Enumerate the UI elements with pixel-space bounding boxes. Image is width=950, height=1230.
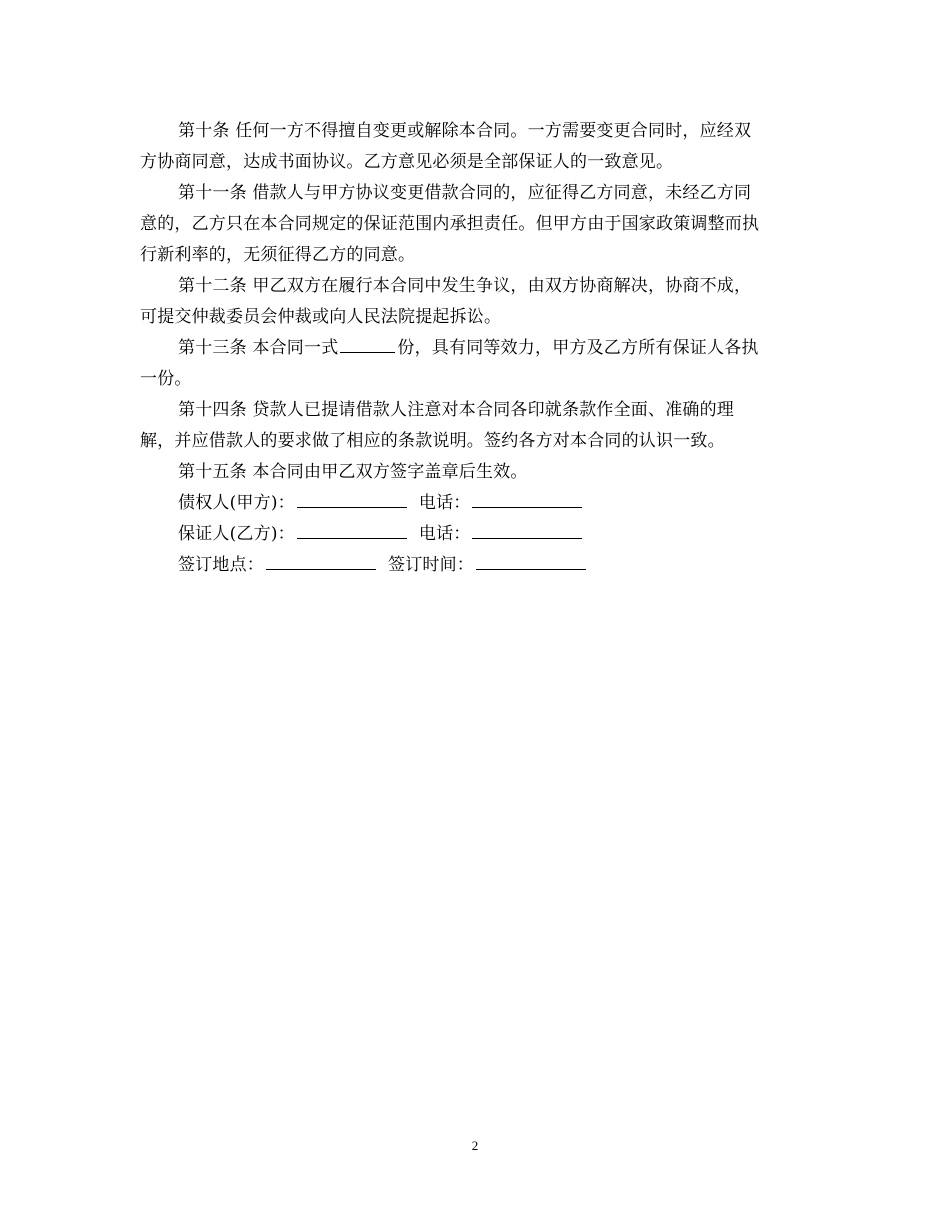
signing-row xyxy=(140,550,812,581)
article-11-line-1: 第十一条 借款人与甲方协议变更借款合同的，应征得乙方同意，未经乙方同 xyxy=(178,183,752,203)
creditor-blank[interactable] xyxy=(297,488,407,508)
guarantor-row xyxy=(140,519,812,550)
article-10 xyxy=(140,116,812,178)
article-14 xyxy=(140,395,812,457)
signature-block xyxy=(140,488,812,581)
article-11-line-2: 意的，乙方只在本合同规定的保证范围内承担责任。但甲方由于国家政策调整而执 xyxy=(140,214,760,234)
article-12-line-2: 可提交仲裁委员会仲裁或向人民法院提起拆讼。 xyxy=(140,307,502,327)
document-body xyxy=(140,116,812,581)
time-label: 签订时间： xyxy=(388,555,474,575)
article-13-text-after: 份，具有同等效力，甲方及乙方所有保证人各执 xyxy=(397,338,759,358)
article-11-line-3: 行新利率的，无须征得乙方的同意。 xyxy=(140,245,416,265)
article-13-text-before: 第十三条 本合同一式 xyxy=(178,338,339,358)
article-12-line-1: 第十二条 甲乙双方在履行本合同中发生争议，由双方协商解决，协商不成， xyxy=(178,276,752,296)
article-11 xyxy=(140,178,812,271)
creditor-row xyxy=(140,488,812,519)
guarantor-phone-blank[interactable] xyxy=(472,519,582,539)
article-14-line-1: 第十四条 贷款人已提请借款人注意对本合同各印就条款作全面、准确的理 xyxy=(178,400,735,420)
place-blank[interactable] xyxy=(266,550,376,570)
article-14-line-2: 解，并应借款人的要求做了相应的条款说明。签约各方对本合同的认识一致。 xyxy=(140,431,725,451)
place-label: 签订地点： xyxy=(178,555,264,575)
article-15 xyxy=(140,457,812,488)
time-blank[interactable] xyxy=(476,550,586,570)
guarantor-blank[interactable] xyxy=(297,519,407,539)
guarantor-label: 保证人(乙方)： xyxy=(178,524,295,544)
creditor-label: 债权人(甲方)： xyxy=(178,493,295,513)
article-12 xyxy=(140,271,812,333)
creditor-phone-blank[interactable] xyxy=(472,488,582,508)
article-15-line-1: 第十五条 本合同由甲乙双方签字盖章后生效。 xyxy=(178,462,528,482)
page-number: 2 xyxy=(471,1138,479,1153)
article-13-line-1 xyxy=(140,333,812,364)
article-13 xyxy=(140,333,812,395)
article-13-line-2: 一份。 xyxy=(140,369,192,389)
guarantor-phone-label: 电话： xyxy=(418,524,471,544)
article-10-line-2: 方协商同意，达成书面协议。乙方意见必须是全部保证人的一致意见。 xyxy=(140,152,674,172)
article-10-line-1: 第十条 任何一方不得擅自变更或解除本合同。一方需要变更合同时，应经双 xyxy=(178,121,752,141)
copies-blank[interactable] xyxy=(340,333,395,353)
creditor-phone-label: 电话： xyxy=(418,493,471,513)
